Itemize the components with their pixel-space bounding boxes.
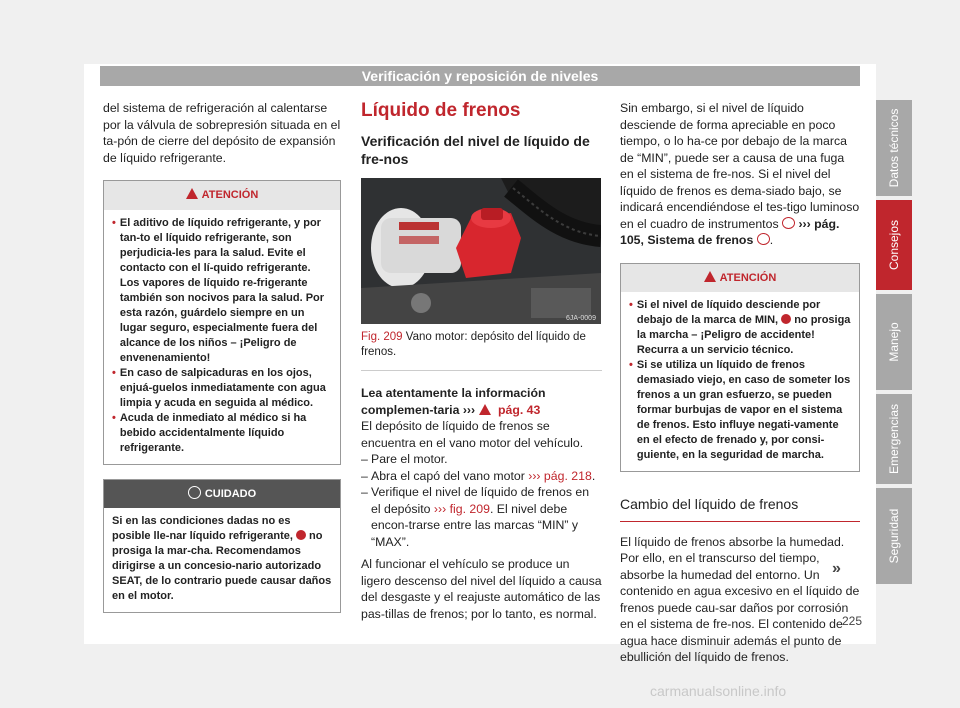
cuidado-text-cont: no prosiga la mar-cha. Recomendamos dirigirse a un concesio-nario autorizado SEAT, de lo contrario puede causar daños en el motor.	[112, 530, 332, 602]
side-tabs	[876, 100, 912, 588]
brake-warning-lamp-icon	[781, 314, 791, 324]
warning-triangle-icon	[704, 271, 716, 282]
paragraph-text: Sin embargo, si el nivel de líquido desciende de forma apreciable en poco tiempo, o lo ha-ce por debajo de la marca de “MIN”, puede ser a causa de una fuga en el sistema de fre-nos. Si el nivel del líquido de frenos es dema-siado bajo, se indicará encendiéndose el tes-tigo luminoso en el cuadro de instrumentos	[620, 101, 860, 231]
bullet-icon: •	[629, 359, 633, 371]
step-ref-link[interactable]: ››› pág. 218	[528, 468, 592, 483]
figure-caption	[361, 330, 602, 371]
cuidado-box	[103, 479, 341, 614]
section-title: Líquido de frenos	[361, 100, 521, 121]
figure-caption-text: Vano motor: depósito del líquido de frenos.	[361, 331, 586, 358]
tab-manejo[interactable]	[876, 294, 912, 390]
atencion-title: ATENCIÓN	[201, 189, 259, 201]
tab-label: Emergencias	[887, 403, 901, 475]
brake-fluid-reservoir-image	[361, 178, 601, 324]
subsection-title: Verificación del nivel de líquido de fre-nos	[361, 133, 590, 167]
step-text-end: .	[591, 468, 596, 483]
atencion-item	[629, 358, 851, 463]
paragraph: Al funcionar el vehículo se produce un ligero descenso del nivel del líquido a causa del desgaste y el reajuste automático de las pas-tillas de frenos; por lo tanto, es normal.	[361, 557, 602, 621]
column-2	[361, 100, 602, 622]
tab-emergencias[interactable]	[876, 394, 912, 484]
warning-triangle-icon	[186, 188, 198, 199]
paragraph	[620, 100, 860, 249]
bullet-icon: •	[112, 216, 116, 229]
atencion-item-text: El aditivo de líquido refrigerante, y por tan-to el líquido refrigerante, son perjudicia-les para la salud. Evite el contacto con el lí-quido refrigerante. Los vapores de líquido re-frigerante también son nocivos para la salud. Por esta razón, guárdelo siempre en un lugar seguro, especialmente fuera del alcance de los niños – ¡Peligro de envenenamiento!	[119, 216, 325, 364]
figure-label: Fig. 209	[361, 331, 403, 343]
brake-warning-lamp-icon	[757, 233, 770, 245]
step-text: Abra el capó del vano motor	[371, 468, 525, 483]
bullet-icon: •	[629, 299, 633, 311]
step-text: Pare el motor.	[371, 452, 448, 466]
bullet-icon: •	[112, 411, 116, 424]
atencion-box	[620, 263, 860, 473]
manual-book-icon	[479, 404, 491, 415]
tab-label: Consejos	[887, 219, 901, 271]
column-3	[620, 100, 863, 666]
atencion-header	[621, 264, 859, 293]
page-ref-link[interactable]: ››› pág. 105, Sistema de frenos	[620, 216, 840, 247]
atencion-item	[629, 298, 851, 358]
col1-intro: del sistema de refrigeración al calentarse por la válvula de sobrepresión situada en el ta-pón de cierre del depósito de expansión de líquido refrigerante.	[103, 101, 341, 165]
atencion-box	[103, 180, 341, 465]
page-number: 225	[842, 614, 863, 628]
atencion-item	[112, 411, 332, 456]
column-1	[103, 100, 341, 613]
bullet-icon: •	[112, 366, 116, 379]
atencion-body	[104, 210, 340, 464]
atencion-item-text-cont: no prosiga la marcha – ¡Peligro de accidente! Recurra a un servicio técnico.	[636, 314, 851, 356]
info-circle-icon	[188, 486, 201, 499]
step-text: Verifique el nivel de líquido de frenos en el depósito	[371, 485, 590, 516]
cuidado-text: Si en las condiciones dadas no es posible lle-nar líquido refrigerante,	[112, 515, 293, 542]
step-item: – Verifique el nivel de líquido de frenos en el depósito ››› fig. 209. El nivel debe encon-trarse entre las marcas “MIN” y “MAX”.	[361, 485, 590, 549]
step-item: – Abra el capó del vano motor ››› pág. 218.	[361, 468, 596, 483]
tab-label: Datos técnicos	[887, 108, 901, 188]
cuidado-body	[104, 508, 340, 612]
step-item: – Pare el motor.	[361, 452, 448, 466]
cuidado-header	[104, 480, 340, 509]
atencion-item-text: Si el nivel de líquido desciende por debajo de la marca de MIN,	[636, 299, 821, 326]
lead-ref-link[interactable]: pág. 43	[497, 402, 541, 417]
cuidado-title: CUIDADO	[204, 487, 257, 500]
atencion-item-text: Si se utiliza un líquido de frenos demasiado viejo, en caso de someter los frenos a un gran esfuerzo, se pueden formar burbujas de vapor en el sistema de frenos. Esto influye negati-vamente en el efecto de frenado y, por consi-guiente, en la seguridad de marcha.	[636, 359, 851, 461]
running-header: Verificación y reposición de niveles	[100, 66, 860, 86]
step-text-end: . El nivel debe encon-trarse entre las marcas “MIN” y “MAX”.	[371, 501, 579, 549]
tab-consejos[interactable]	[876, 200, 912, 290]
atencion-body	[621, 292, 859, 471]
atencion-item-text: En caso de salpicaduras en los ojos, enjuá-guelos inmediatamente con agua limpia y acuda en seguida al médico.	[119, 366, 326, 409]
engine-bay-photo	[361, 178, 601, 324]
tab-seguridad[interactable]	[876, 488, 912, 584]
lead-text: Lea atentamente la información complemen-taria	[361, 386, 546, 417]
atencion-item	[112, 366, 332, 411]
paragraph: El líquido de frenos absorbe la humedad. Por ello, en el transcurso del tiempo, absorbe la humedad del entorno. Un contenido en agua excesivo en el líquido de frenos puede cau-sar daños por corrosión en el sistema de fre-nos. El contenido de agua hace disminuir además el punto de ebullición del líquido de frenos.	[620, 534, 860, 664]
lead-arrows: ›››	[462, 402, 476, 417]
brake-warning-lamp-icon	[782, 217, 795, 229]
watermark: carmanualsonline.info	[650, 683, 787, 699]
continue-mark: »	[832, 560, 841, 577]
lead-paragraph	[361, 385, 602, 418]
atencion-header	[104, 181, 340, 210]
tab-label: Manejo	[887, 322, 901, 362]
paragraph-end: .	[769, 233, 774, 247]
step-ref-link[interactable]: ››› fig. 209	[433, 501, 490, 516]
atencion-item-text: Acuda de inmediato al médico si ha bebido accidentalmente líquido refrigerante.	[119, 411, 307, 454]
section-heading: Cambio del líquido de frenos	[620, 488, 860, 522]
tab-label: Seguridad	[887, 508, 901, 564]
tab-datos-tecnicos[interactable]	[876, 100, 912, 196]
atencion-title: ATENCIÓN	[719, 271, 777, 284]
atencion-item	[112, 216, 332, 366]
coolant-warning-lamp-icon	[296, 530, 306, 540]
photo-code: 6JA-0009	[566, 315, 596, 322]
paragraph: El depósito de líquido de frenos se encuentra en el vano motor del vehículo.	[361, 419, 584, 450]
